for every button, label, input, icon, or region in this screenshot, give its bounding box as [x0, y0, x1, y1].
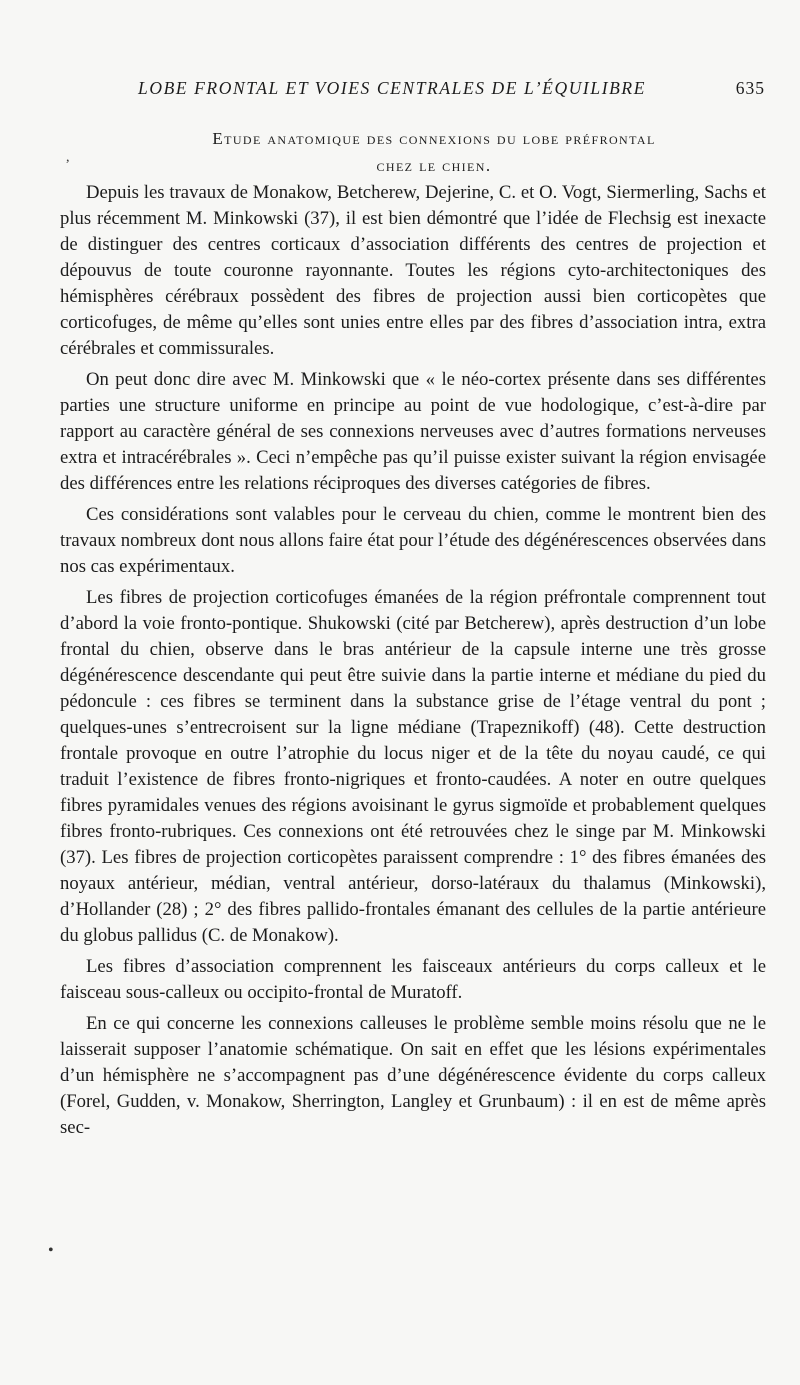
- paragraph: Ces considérations sont valables pour le cerveau du chien, comme le montrent bien des travaux nombreux dont nous allons faire état pour l’étude des dégénérescences observées dans nos cas expérimentaux.: [60, 504, 766, 577]
- paragraph: On peut donc dire avec M. Minkowski que « le néo-cortex présente dans ses différentes parties une structure uniforme en principe au point de vue hodologique, c’est-à-dire par rapport au caractère général de ses connexions nerveuses avec d’autres formations nerveuses extra et intracérébrales ». Ceci n’empêche pas qu’il puisse exister suivant la région envisagée des différences entre les relations réciproques des diverses catégories de fibres.: [60, 369, 766, 494]
- paragraph: Les fibres de projection corticofuges émanées de la région préfrontale comprennent tout d’abord la voie fronto-pontique. Shukowski (cité par Betcherew), après destruction d’un lobe frontal du chien, observe dans le bras antérieur de la capsule interne une très grosse dégénérescence descendante qui peut être suivie dans la partie interne et médiane du pied du pédoncule : ces fibres se terminent dans la substance grise de l’étage ventral du pont ; quelques-unes s’entrecroisent sur la ligne médiane (Trapeznikoff) (48). Cette destruction frontale provoque en outre l’atrophie du locus niger et de la tête du noyau caudé, ce qui traduit l’existence de fibres fronto-nigriques et fronto-caudées. A noter en outre quelques fibres pyramidales venues des régions avoisinant le gyrus sigmoïde et probablement quelques fibres fronto-rubriques. Ces connexions ont été retrouvées chez le singe par M. Minkowski (37). Les fibres de projection corticopètes paraissent comprendre : 1° des fibres émanées des noyaux antérieur, médian, ventral antérieur, dorso-latéraux du thalamus (Minkowski), d’Hollander (28) ; 2° des fibres pallido-frontales émanant des cellules de la partie antérieure du globus pallidus (C. de Monakow).: [60, 587, 766, 946]
- body-text: [60, 180, 766, 1146]
- margin-mark: ,: [66, 150, 70, 165]
- section-title-line-1: Etude anatomique des connexions du lobe préfrontal: [212, 129, 656, 148]
- section-title-line-2: chez le chien.: [376, 156, 492, 175]
- paragraph: Depuis les travaux de Monakow, Betcherew, Dejerine, C. et O. Vogt, Siermerling, Sachs et plus récemment M. Minkowski (37), il est bien démontré que l’idée de Flechsig est inexacte de distinguer des centres corticaux d’association différents des centres de projection et dépouvus de toute couronne rayonnante. Toutes les régions cyto-architectoniques des hémisphères cérébraux possèdent des fibres de projection aussi bien corticopètes que corticofuges, de même qu’elles sont unies entre elles par des fibres d’association intra, extra cérébrales et commissurales.: [60, 182, 766, 359]
- running-head-title: LOBE FRONTAL ET VOIES CENTRALES DE L’ÉQUILIBRE: [138, 78, 646, 98]
- paragraph: Les fibres d’association comprennent les faisceaux antérieurs du corps calleux et le faisceau sous-calleux ou occipito-frontal de Muratoff.: [60, 956, 766, 1003]
- section-title: [100, 125, 768, 179]
- page-number: 635: [735, 78, 765, 98]
- paragraph: En ce qui concerne les connexions calleuses le problème semble moins résolu que ne le laisserait supposer l’anatomie schématique. On sait en effet que les lésions expérimentales d’un hémisphère ne s’accompagnent pas d’une dégénérescence évidente du corps calleux (Forel, Gudden, v. Monakow, Sherrington, Langley et Grunbaum) : il en est de même après sec-: [60, 1013, 766, 1138]
- margin-bullet-mark: •: [48, 1242, 54, 1259]
